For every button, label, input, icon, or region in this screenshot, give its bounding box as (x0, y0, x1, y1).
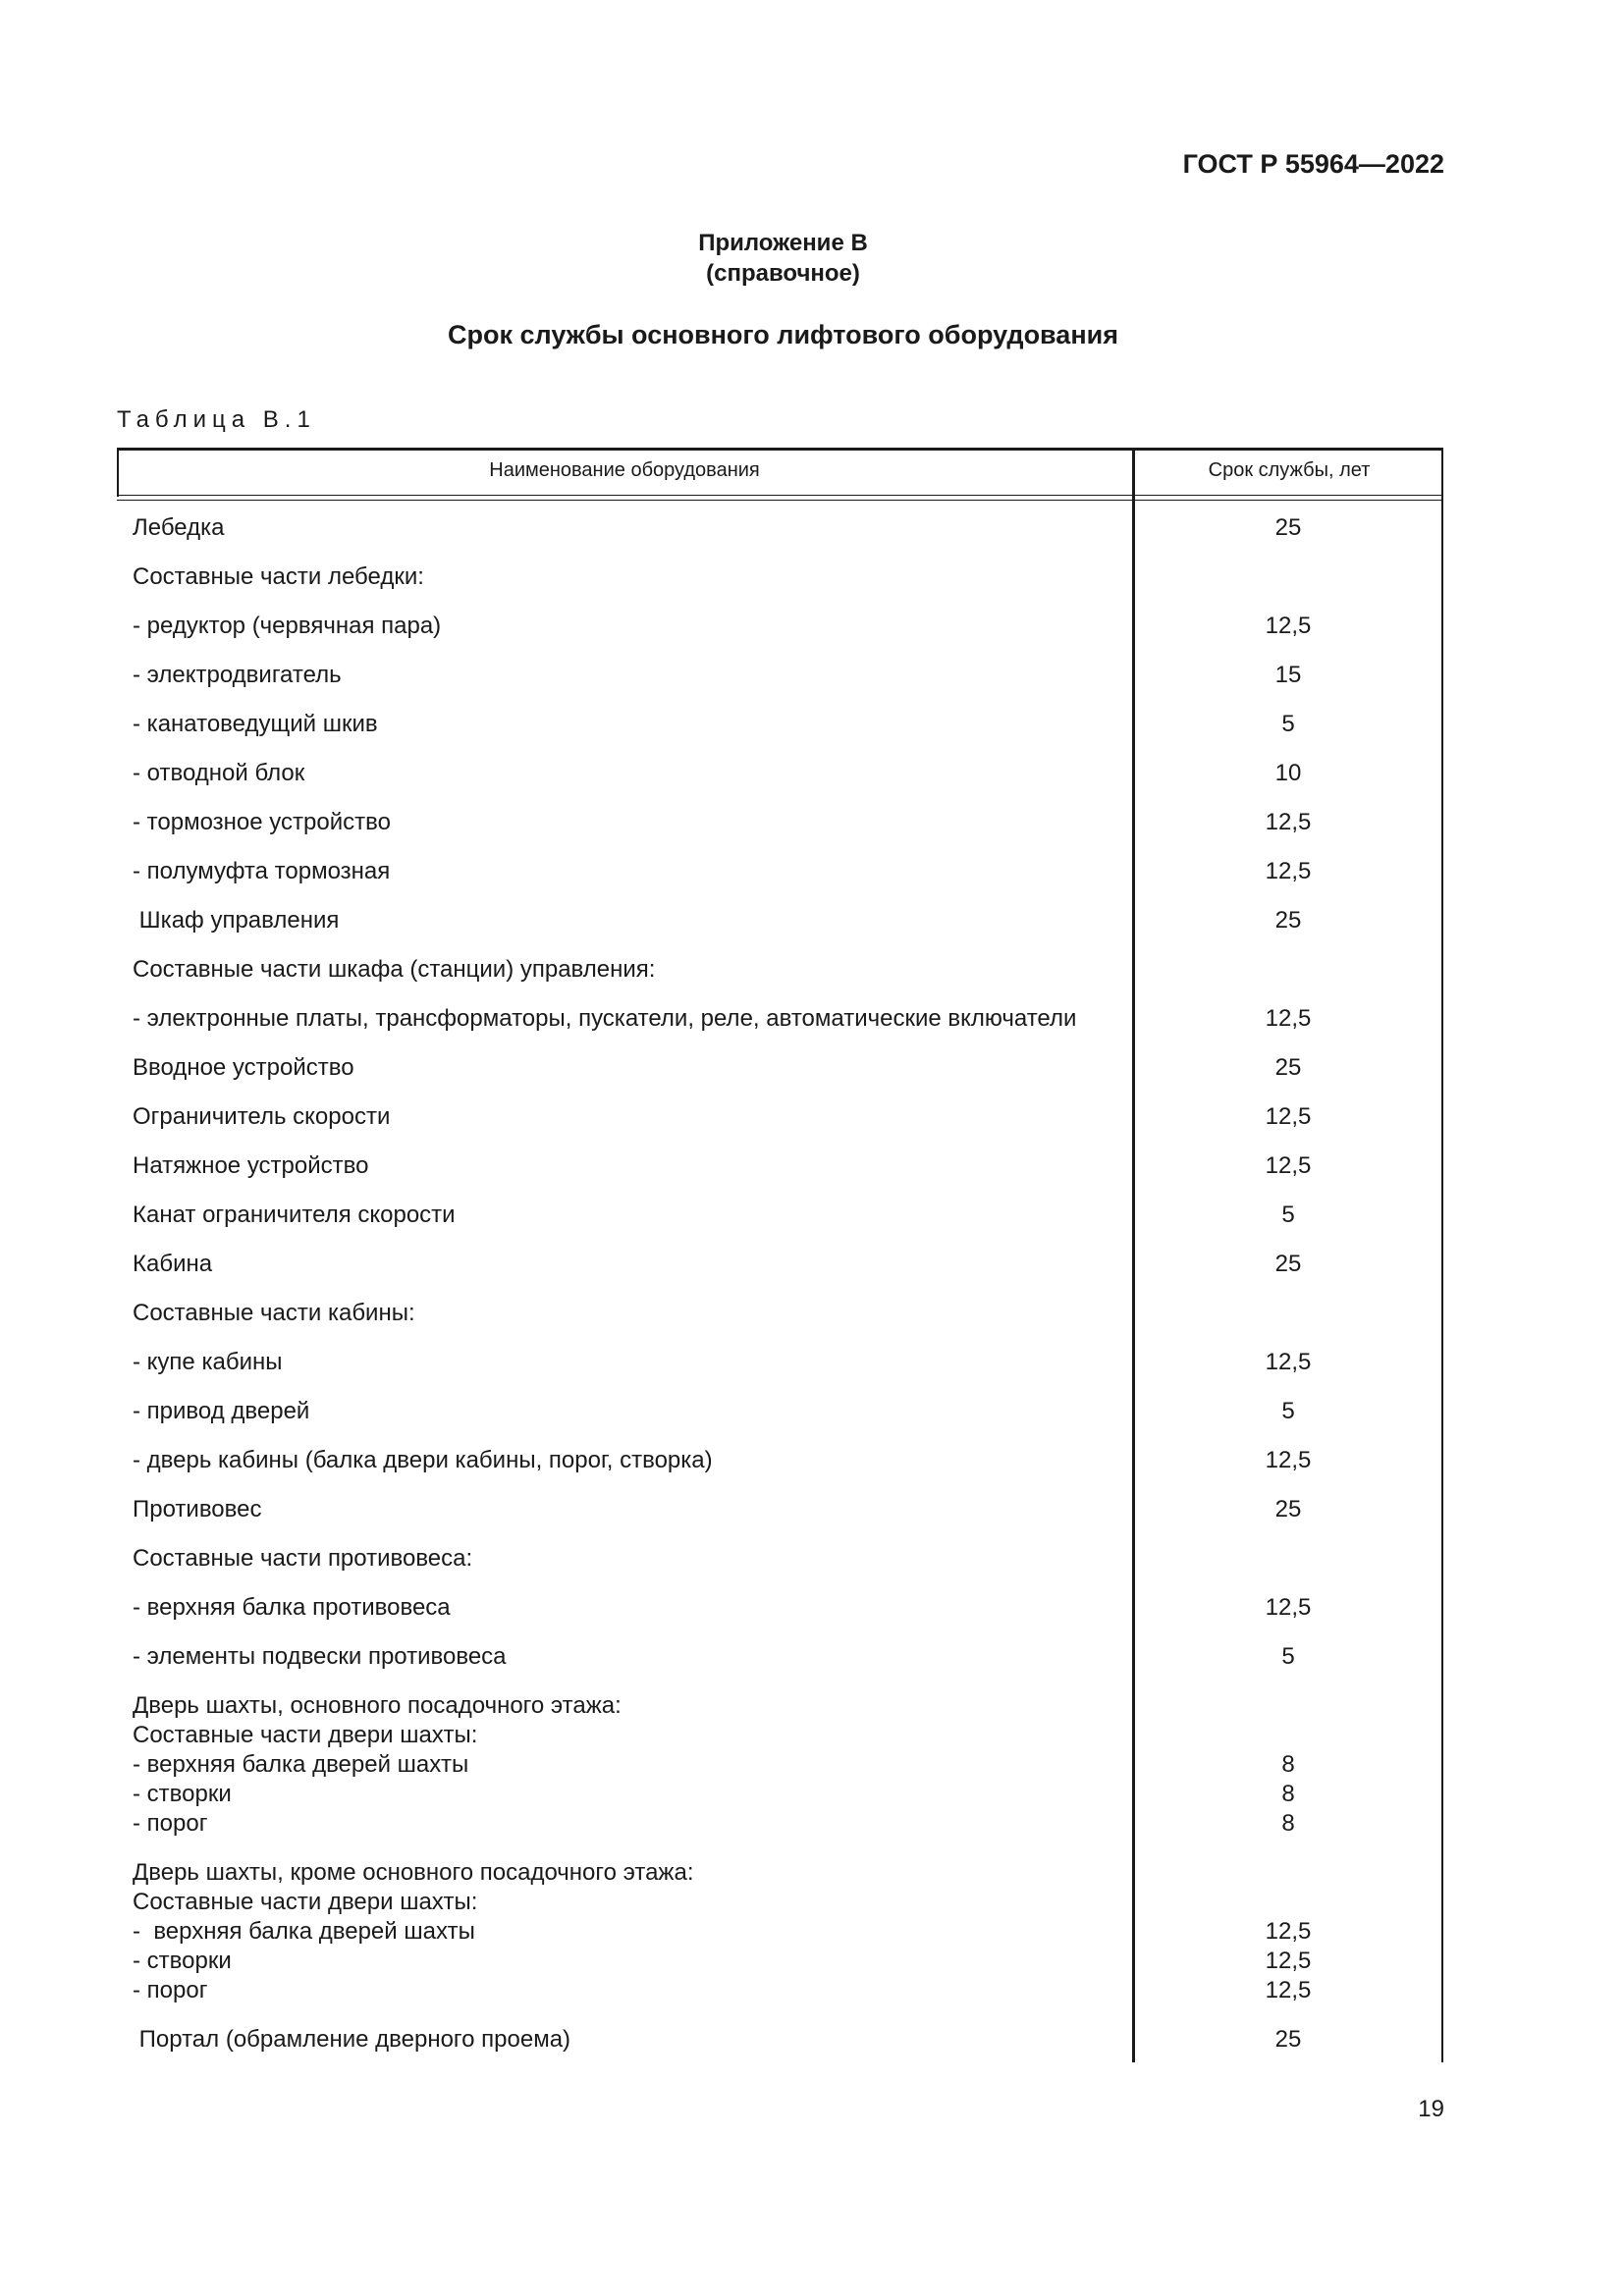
table-row (117, 1446, 1443, 1475)
table-row (117, 1053, 1443, 1083)
table-body (117, 501, 1443, 2055)
table-caption: Таблица В.1 (117, 406, 316, 433)
equipment-name: Канат ограничителя скорости (133, 1201, 456, 1228)
service-life-years (1134, 1299, 1442, 1328)
service-life-years: 8 (1281, 1781, 1295, 1807)
equipment-name: Составные части лебедки: (133, 563, 424, 590)
service-life-years: 8 (1281, 1751, 1295, 1778)
table-row (117, 1348, 1443, 1377)
equipment-name: Дверь шахты, основного посадочного этажа: (133, 1692, 622, 1719)
service-life-years: 12,5 (1265, 1918, 1312, 1945)
service-life-years: 5 (1281, 1201, 1295, 1228)
table-row (117, 906, 1443, 935)
service-life-years: 12,5 (1265, 809, 1312, 835)
table-row (117, 1201, 1443, 1230)
equipment-name: - полумуфта тормозная (133, 858, 391, 884)
service-life-years (1134, 1858, 1442, 1888)
table-row (117, 612, 1443, 641)
table-row (117, 1976, 1443, 2005)
service-life-years: 25 (1274, 2026, 1302, 2053)
equipment-name: Составные части кабины: (133, 1300, 415, 1326)
column-header-service-life: Срок службы, лет (1208, 459, 1371, 481)
table-row (117, 1397, 1443, 1426)
service-life-years (1134, 1721, 1442, 1750)
table-row (117, 1102, 1443, 1132)
equipment-name: Ограничитель скорости (133, 1103, 391, 1130)
equipment-name: Дверь шахты, кроме основного посадочного этажа: (133, 1859, 694, 1886)
table-row (117, 513, 1443, 543)
table-row (117, 955, 1443, 985)
service-life-years (1134, 955, 1442, 985)
service-life-years (1134, 1544, 1442, 1574)
equipment-name: - отводной блок (133, 760, 305, 786)
service-life-years: 8 (1281, 1810, 1295, 1837)
equipment-name: Шкаф управления (133, 907, 340, 934)
service-life-years (1134, 562, 1442, 592)
equipment-name: Натяжное устройство (133, 1152, 369, 1179)
standard-code: ГОСТ Р 55964—2022 (1182, 149, 1444, 179)
service-life-years: 12,5 (1265, 1005, 1312, 1032)
service-life-years: 25 (1274, 1496, 1302, 1522)
table-row (117, 1004, 1443, 1034)
service-life-years: 25 (1274, 1251, 1302, 1277)
table-row (117, 1691, 1443, 1721)
equipment-name: - редуктор (червячная пара) (133, 613, 442, 639)
service-life-years: 12,5 (1265, 1152, 1312, 1179)
table-row (117, 2025, 1443, 2055)
equipment-name: Портал (обрамление дверного проема) (133, 2026, 571, 2053)
page-number: 19 (1418, 2096, 1444, 2122)
table-row (117, 1642, 1443, 1672)
service-life-years: 5 (1281, 1643, 1295, 1670)
table-row (117, 1299, 1443, 1328)
equipment-table (117, 448, 1443, 2062)
table-row (117, 1593, 1443, 1623)
appendix-title (0, 228, 1566, 289)
equipment-name: - створки (133, 1781, 232, 1807)
equipment-name: Составные части двери шахты: (133, 1722, 478, 1748)
equipment-name: Вводное устройство (133, 1054, 354, 1081)
equipment-name: - верхняя балка дверей шахты (133, 1751, 469, 1778)
equipment-name: - электродвигатель (133, 662, 342, 688)
table-row (117, 710, 1443, 739)
table-row (117, 1888, 1443, 1917)
service-life-years: 5 (1281, 1398, 1295, 1424)
equipment-name: - порог (133, 1977, 208, 2003)
column-header-name: Наименование оборудования (489, 459, 760, 481)
service-life-years: 12,5 (1265, 1977, 1312, 2003)
service-life-years: 25 (1274, 907, 1302, 934)
service-life-years: 12,5 (1265, 1349, 1312, 1375)
table-row (117, 661, 1443, 690)
equipment-name: - порог (133, 1810, 208, 1837)
service-life-years: 12,5 (1265, 1103, 1312, 1130)
service-life-years: 12,5 (1265, 613, 1312, 639)
equipment-name: - верхняя балка дверей шахты (133, 1918, 475, 1945)
equipment-name: Составные части шкафа (станции) управления: (133, 956, 656, 983)
equipment-name: Составные части противовеса: (133, 1545, 473, 1572)
page-heading: Срок службы основного лифтового оборудования (448, 320, 1118, 349)
service-life-years: 25 (1274, 514, 1302, 541)
table-row (117, 1495, 1443, 1524)
service-life-years: 12,5 (1265, 858, 1312, 884)
equipment-name: Составные части двери шахты: (133, 1889, 478, 1915)
table-row (117, 1947, 1443, 1976)
equipment-name: - привод дверей (133, 1398, 310, 1424)
service-life-years: 25 (1274, 1054, 1302, 1081)
appendix-label: Приложение В (698, 230, 868, 256)
equipment-name: - канатоведущий шкив (133, 711, 378, 737)
table-row (117, 1721, 1443, 1750)
equipment-name: - тормозное устройство (133, 809, 391, 835)
service-life-years (1134, 1691, 1442, 1721)
table-row (117, 1750, 1443, 1780)
table-row (117, 1151, 1443, 1181)
equipment-name: - дверь кабины (балка двери кабины, порог, створка) (133, 1447, 713, 1473)
equipment-name: - элементы подвески противовеса (133, 1643, 507, 1670)
service-life-years: 12,5 (1265, 1948, 1312, 1974)
equipment-name: Кабина (133, 1251, 213, 1277)
table-row (117, 1544, 1443, 1574)
service-life-years (1134, 1888, 1442, 1917)
table-row (117, 1250, 1443, 1279)
equipment-name: - купе кабины (133, 1349, 283, 1375)
equipment-name: Противовес (133, 1496, 262, 1522)
table-row (117, 1917, 1443, 1947)
equipment-name: - верхняя балка противовеса (133, 1594, 451, 1621)
service-life-years: 12,5 (1265, 1594, 1312, 1621)
table-row (117, 759, 1443, 788)
service-life-years: 10 (1274, 760, 1302, 786)
service-life-years: 5 (1281, 711, 1295, 737)
equipment-name: Лебедка (133, 514, 225, 541)
table-row (117, 562, 1443, 592)
equipment-name: - створки (133, 1948, 232, 1974)
equipment-name: - электронные платы, трансформаторы, пускатели, реле, автоматические включатели (133, 1005, 1077, 1032)
table-row (117, 1809, 1443, 1839)
service-life-years: 12,5 (1265, 1447, 1312, 1473)
table-row (117, 857, 1443, 886)
service-life-years: 15 (1274, 662, 1302, 688)
table-row (117, 1780, 1443, 1809)
appendix-subtitle: (справочное) (706, 260, 860, 287)
table-row (117, 1858, 1443, 1888)
table-row (117, 808, 1443, 837)
table-top-border (117, 448, 1443, 451)
